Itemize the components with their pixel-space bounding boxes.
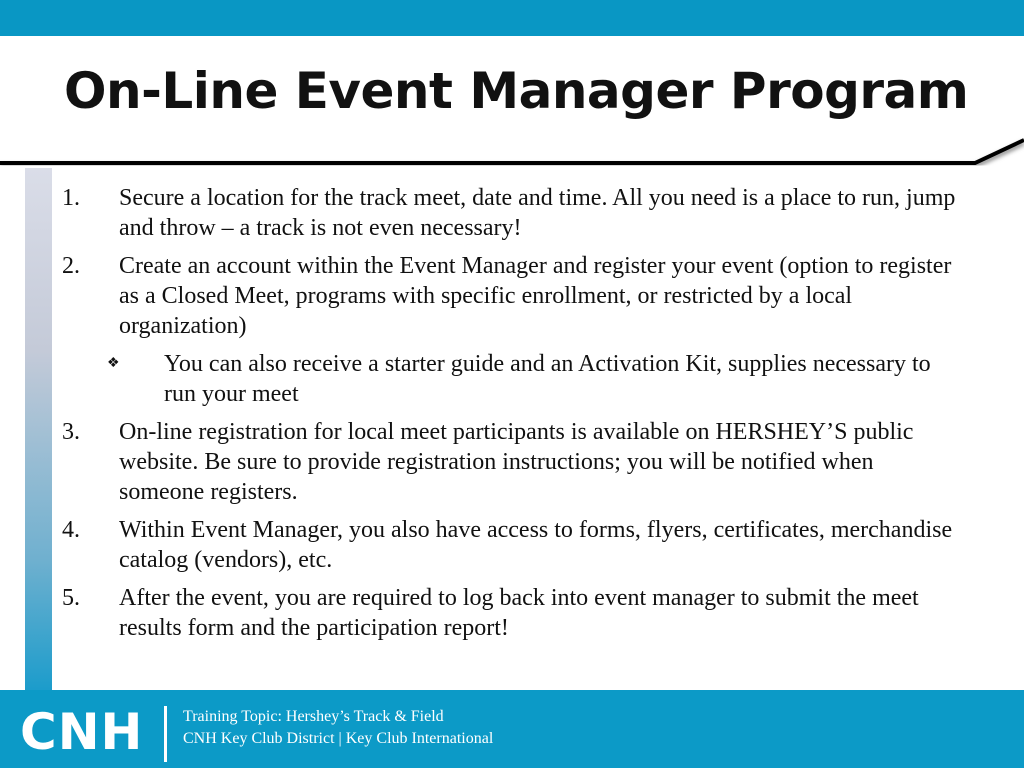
item-text: On-line registration for local meet participants is available on HERSHEY’S public website. Be sure to provide registration instructions; you will be notified when someone registers.	[119, 419, 914, 505]
list-item	[62, 183, 962, 243]
list-item	[62, 583, 962, 643]
list-item	[62, 251, 962, 341]
cnh-logo: CNH	[20, 703, 144, 761]
side-gradient-bar	[25, 168, 52, 691]
item-number: 3.	[62, 419, 80, 445]
footer-line-1: Training Topic: Hershey’s Track & Field	[183, 708, 444, 725]
item-text: Create an account within the Event Manager and register your event (option to register as a Closed Meet, programs with specific enrollment, or restricted by a local organization)	[119, 253, 952, 339]
item-text: After the event, you are required to log back into event manager to submit the meet results form and the participation report!	[119, 585, 919, 641]
item-number: 2.	[62, 253, 80, 279]
item-text: Secure a location for the track meet, date and time. All you need is a place to run, jump and throw – a track is not even necessary!	[119, 185, 956, 241]
footer-text	[183, 706, 493, 750]
item-number: 4.	[62, 517, 80, 543]
footer-line-2: CNH Key Club District | Key Club International	[183, 730, 494, 747]
item-text: Within Event Manager, you also have access to forms, flyers, certificates, merchandise catalog (vendors), etc.	[119, 517, 953, 573]
top-accent-bar	[0, 0, 1024, 36]
numbered-list	[62, 183, 962, 651]
item-number: 5.	[62, 585, 80, 611]
list-item	[62, 417, 962, 507]
item-number: 1.	[62, 185, 80, 211]
footer-divider	[164, 706, 167, 762]
list-item	[62, 515, 962, 575]
diamond-bullet-icon: ❖	[107, 356, 120, 371]
sub-item-text: You can also receive a starter guide and an Activation Kit, supplies necessary to run your meet	[164, 351, 931, 407]
footer-bar	[0, 690, 1024, 768]
slide-title: On-Line Event Manager Program	[64, 62, 969, 120]
sub-list-item	[107, 349, 962, 409]
